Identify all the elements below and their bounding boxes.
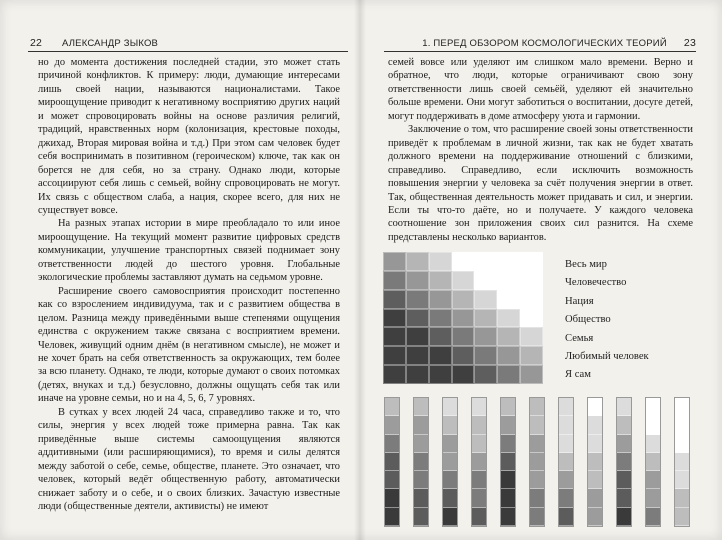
variant-bar-segment: [385, 435, 399, 453]
variant-bar: [413, 397, 429, 527]
diagram-cell: [452, 252, 475, 271]
diagram-cell: [452, 346, 475, 365]
diagram-cell: [497, 252, 520, 271]
variant-bar-segment: [675, 471, 689, 489]
variant-bar: [674, 397, 690, 527]
variant-bar-segment: [530, 435, 544, 453]
variant-bar: [442, 397, 458, 527]
variant-bar-segment: [617, 508, 631, 526]
variant-bar-segment: [617, 489, 631, 507]
variant-bar-segment: [588, 508, 602, 526]
diagram-cell: [429, 309, 452, 328]
paragraph: Расширение своего самовосприятия происходит постепенно как со взрослением индивидуума, так и с развитием общества в целом. Разница между приведёнными выше степенями ощущения единства с окружением также связана с восприятием времени. Человек, живущий одним днём (в негативном смысле), не может и не хочет брать на себя ответственность за окружающих, тем более за всю планету. Однако, те люди, которые думают о своих потомках (детях, внуках и т.д.) безусловно, должны ощущать себя так или иначе на уровне семьи, но и на 4, 5, 6, 7 уровнях.: [38, 285, 340, 405]
diagram-cell: [406, 271, 429, 290]
book-gutter: [354, 0, 366, 540]
legend-label: Человечество: [565, 277, 627, 289]
variant-bar: [500, 397, 516, 527]
diagram-cell: [520, 271, 543, 290]
variant-bar-segment: [646, 471, 660, 489]
variant-bar-segment: [675, 398, 689, 416]
variant-bar-segment: [501, 471, 515, 489]
variant-bar-segment: [588, 398, 602, 416]
variant-bar-segment: [414, 489, 428, 507]
variant-bar-segment: [559, 398, 573, 416]
paragraph: На разных этапах истории в мире преобладало то или иное мироощущение. На текущий момент развитие цифровых средств коммуникации, улучшение транспортных связей поднимает зону ответственности людей до шестого уровня. Глобальные экологические проблемы заставляют думать на седьмом уровне.: [38, 218, 340, 284]
diagram-cell: [406, 252, 429, 271]
left-author-name: АЛЕКСАНДР ЗЫКОВ: [61, 38, 159, 49]
diagram-cell: [429, 271, 452, 290]
legend-label: Любимый человек: [565, 350, 649, 362]
diagram-cell: [497, 309, 520, 328]
diagram-cell: [383, 309, 406, 328]
left-header-rule: [28, 51, 348, 52]
left-page-number: 22: [30, 37, 43, 49]
variant-bar-segment: [472, 398, 486, 416]
variant-bar: [529, 397, 545, 527]
variant-bar: [558, 397, 574, 527]
paragraph: семей вовсе или уделяют им слишком мало времени. Верно и обратное, что люди, которые ограничивают свою зону ответственности лишь своей семьёй, уделяют ей значительно больше времени. Они могут заботиться о воспитании, досуге детей, могут поддерживать в доме атмосферу уюта и гармонии.: [388, 57, 693, 122]
diagram-cell: [474, 365, 497, 384]
variant-bar-segment: [443, 398, 457, 416]
diagram-legend: [565, 256, 695, 385]
variant-bar-segment: [472, 416, 486, 434]
variant-bar-segment: [414, 471, 428, 489]
variant-bar-segment: [414, 398, 428, 416]
variant-bar-segment: [588, 489, 602, 507]
paragraph: В сутках у всех людей 24 часа, справедливо также и то, что силы, энергия у всех людей тоже примерна равна. Так как приведённые выше системы самоощущения являются аддитивными (или расширяющимися), то время и силы делятся между заботой о себе, семье, обществе, планете. Это означает, что человек, который ведёт общественную работу, автоматически снижает заботу и о себе, и о своих близких. Зачастую известные люди (общественные деятели, активисты) не имеют: [38, 406, 340, 512]
diagram-cell: [452, 271, 475, 290]
diagram-cell: [383, 290, 406, 309]
energy-distribution-bars: [384, 397, 704, 529]
left-running-head: [30, 37, 158, 49]
variant-bar-segment: [385, 416, 399, 434]
variant-bar-segment: [501, 508, 515, 526]
right-page-text: [388, 56, 693, 244]
variant-bar-segment: [617, 416, 631, 434]
diagram-cell: [383, 327, 406, 346]
paragraph: Заключение о том, что расширение своей зоны ответственности приведёт к проблемам в личной жизни, так как не будет хватать должного времени на поддерживание отношений с близкими, справедливо. Справедливо, если исключить возможность повышения энергии у человека за счёт получения энергии в ответ. Так, общественная деятельность может придавать и сил, и энергии. Если ты что-то даёте, но и получаете. У каждого человека соотношение зон приложения своих сил разнится. На схеме представлены несколько вариантов.: [388, 124, 693, 243]
variant-bar-segment: [472, 453, 486, 471]
variant-bar-segment: [646, 489, 660, 507]
variant-bar-segment: [501, 398, 515, 416]
variant-bar-segment: [472, 435, 486, 453]
diagram-cell: [497, 290, 520, 309]
right-chapter-title: 1. ПЕРЕД ОБЗОРОМ КОСМОЛОГИЧЕСКИХ ТЕОРИЙ: [422, 38, 667, 49]
variant-bar-segment: [588, 471, 602, 489]
variant-bar-segment: [675, 416, 689, 434]
diagram-cell: [452, 365, 475, 384]
variant-bar-segment: [443, 453, 457, 471]
legend-label: Общество: [565, 314, 611, 326]
diagram-cell: [520, 252, 543, 271]
variant-bar-segment: [646, 398, 660, 416]
legend-label: Семья: [565, 332, 594, 344]
variant-bar-segment: [559, 416, 573, 434]
variant-bar-segment: [443, 471, 457, 489]
variant-bar-segment: [530, 453, 544, 471]
variant-bar-segment: [530, 489, 544, 507]
left-page-text: [38, 56, 340, 513]
variant-bar-segment: [414, 508, 428, 526]
variant-bar-segment: [646, 416, 660, 434]
diagram-cell: [429, 252, 452, 271]
variant-bar-segment: [559, 435, 573, 453]
variant-bar-segment: [414, 416, 428, 434]
variant-bar-segment: [530, 508, 544, 526]
variant-bar-segment: [646, 435, 660, 453]
diagram-cell: [383, 252, 406, 271]
variant-bar-segment: [646, 453, 660, 471]
variant-bar-segment: [559, 489, 573, 507]
diagram-cell: [452, 327, 475, 346]
diagram-cell: [497, 346, 520, 365]
diagram-cell: [429, 346, 452, 365]
variant-bar-segment: [559, 453, 573, 471]
diagram-cell: [452, 290, 475, 309]
diagram-cell: [383, 346, 406, 365]
paragraph: но до момента достижения последней стадии, это может стать причиной конфликтов. К примеру: люди, думающие интересами лишь своей нации, называются националистами. Такое мироощущение приводит к негативному восприятию других наций и может спровоцировать войны на основе различия религий, традиций, нравственных норм (колонизация, крестовые походы, джихад, Вторая мировая война и т.д.) При этом сам человек будет себя воспринимать в позитивном (героическом) ключе, так как он борется не для себя, но за страну. Однако люди, которые ассоциируют себя лишь с семьей, войну спровоцировать не могут. Их связь с обществом слаба, а нация, скорее всего, для них не существует вовсе.: [38, 57, 340, 216]
diagram-cell: [497, 365, 520, 384]
variant-bar-segment: [385, 453, 399, 471]
variant-bar-segment: [588, 453, 602, 471]
variant-bar-segment: [443, 489, 457, 507]
variant-bar-segment: [530, 471, 544, 489]
diagram-cell: [429, 327, 452, 346]
legend-label: Нация: [565, 295, 594, 307]
diagram-cell: [474, 271, 497, 290]
diagram-cell: [429, 365, 452, 384]
right-header-rule: [384, 51, 696, 52]
variant-bar-segment: [443, 508, 457, 526]
variant-bar: [471, 397, 487, 527]
diagram-cell: [520, 346, 543, 365]
variant-bar-segment: [559, 471, 573, 489]
variant-bar-segment: [472, 508, 486, 526]
variant-bar-segment: [617, 453, 631, 471]
diagram-cell: [520, 327, 543, 346]
variant-bar-segment: [588, 435, 602, 453]
diagram-cell: [406, 309, 429, 328]
diagram-cell: [383, 271, 406, 290]
diagram-cell: [474, 346, 497, 365]
variant-bar-segment: [385, 471, 399, 489]
diagram-cell: [406, 365, 429, 384]
variant-bar: [616, 397, 632, 527]
variant-bar-segment: [385, 508, 399, 526]
variant-bar-segment: [414, 435, 428, 453]
variant-bar-segment: [501, 489, 515, 507]
variant-bar: [384, 397, 400, 527]
diagram-cell: [474, 309, 497, 328]
diagram-cell: [497, 327, 520, 346]
diagram-cell: [520, 309, 543, 328]
variant-bar-segment: [414, 453, 428, 471]
variant-bar-segment: [472, 489, 486, 507]
variant-bar-segment: [443, 416, 457, 434]
diagram-cell: [520, 290, 543, 309]
variant-bar-segment: [501, 453, 515, 471]
diagram-cell: [474, 290, 497, 309]
variant-bar-segment: [675, 435, 689, 453]
diagram-cell: [383, 365, 406, 384]
variant-bar-segment: [559, 508, 573, 526]
variant-bar: [587, 397, 603, 527]
right-page-number: 23: [683, 37, 696, 49]
variant-bar-segment: [530, 416, 544, 434]
variant-bar-segment: [385, 398, 399, 416]
variant-bar-segment: [617, 398, 631, 416]
variant-bar-segment: [501, 435, 515, 453]
diagram-cell: [406, 327, 429, 346]
variant-bar-segment: [675, 508, 689, 526]
diagram-cell: [429, 290, 452, 309]
diagram-cell: [497, 271, 520, 290]
variant-bar-segment: [675, 489, 689, 507]
variant-bar-segment: [385, 489, 399, 507]
diagram-cell: [474, 252, 497, 271]
variant-bar-segment: [617, 435, 631, 453]
right-running-head: [422, 37, 696, 49]
legend-label: Я сам: [565, 369, 591, 381]
variant-bar-segment: [472, 471, 486, 489]
variant-bar-segment: [530, 398, 544, 416]
variant-bar: [645, 397, 661, 527]
diagram-cell: [474, 327, 497, 346]
diagram-cell: [520, 365, 543, 384]
diagram-cell: [406, 346, 429, 365]
diagram-cell: [452, 309, 475, 328]
variant-bar-segment: [617, 471, 631, 489]
variant-bar-segment: [501, 416, 515, 434]
legend-label: Весь мир: [565, 259, 607, 270]
variant-bar-segment: [675, 453, 689, 471]
variant-bar-segment: [443, 435, 457, 453]
variant-bar-segment: [646, 508, 660, 526]
self-perception-diagram: [383, 252, 543, 384]
variant-bar-segment: [588, 416, 602, 434]
diagram-cell: [406, 290, 429, 309]
